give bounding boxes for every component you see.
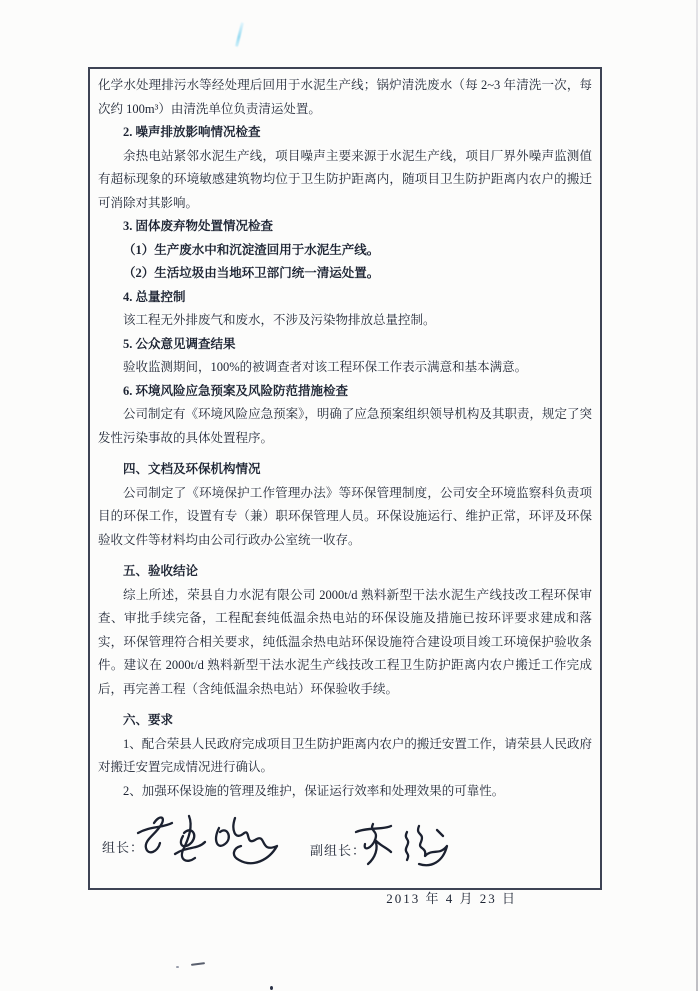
heading-total-amount-control: 4. 总量控制 (123, 289, 186, 304)
document-date: 2013 年 4 月 23 日 (386, 891, 517, 906)
paragraph-requirement-2: 2、加强环保设施的管理及维护，保证运行效率和处理效果的可靠性。 (123, 783, 505, 798)
pencil-speck-mark (176, 966, 179, 968)
paragraph-public-opinion: 验收监测期间，100%的被调查者对该工程环保工作表示满意和基本满意。 (123, 360, 528, 374)
document-content-frame (88, 67, 602, 906)
deputy-group-leader-signature (344, 817, 456, 873)
pencil-dash-mark (191, 962, 205, 966)
paragraph-noise-impact: 余热电站紧邻水泥生产线，项目噪声主要来源于水泥生产线，项目厂界外噪声监测值有超标现象的环境敏感建筑物均位于卫生防护距离内，随项目卫生防护距离内农户的搬迁可消除对其影响。 (98, 148, 592, 210)
blue-pen-slash-mark (235, 22, 244, 47)
deputy-group-leader-label: 副组长： (310, 843, 367, 858)
section-heading-documents-epa-org: 四、文档及环保机构情况 (123, 462, 261, 476)
heading-noise-impact-check: 2. 噪声排放影响情况检查 (123, 125, 261, 139)
item-production-wastewater: （1）生产废水中和沉淀渣回用于水泥生产线。 (123, 242, 380, 257)
group-leader-signature (130, 809, 282, 877)
item-domestic-garbage: （2）生活垃圾由当地环卫部门统一清运处置。 (123, 266, 380, 280)
paragraph-total-amount-control: 该工程无外排废气和废水，不涉及污染物排放总量控制。 (123, 313, 436, 327)
paragraph-acceptance-conclusion: 综上所述，荣县自力水泥有限公司 2000t/d 熟料新型干法水泥生产线技改工程环保审查、审批手续完备，工程配套纯低温余热电站的环保设施及措施已按环评要求建成和落实，环保管理符合相关要求，纯低温余热电站环保设施符合建设项目竣工环境保护验收条件。建议在 2000t/d 熟料新型干法水泥生产线技改工程卫生防护距离内农户搬迁工作完成后，再完善工程（含纯低温余热电站）环保验收手续。 (98, 587, 592, 696)
section-heading-requirements: 六、要求 (123, 713, 174, 727)
paragraph-documents-epa-org: 公司制定了《环境保护工作管理办法》等环保管理制度，公司安全环境监察科负责项目的环保工作，设置有专（兼）职环保管理人员。环保设施运行、维护正常，环评及环保验收文件等材料均由公司行政办公室统一收存。 (98, 485, 592, 547)
heading-solid-waste-check: 3. 固体废弃物处置情况检查 (123, 219, 274, 233)
paragraph-emergency-plan: 公司制定有《环境风险应急预案》，明确了应急预案组织领导机构及其职责，规定了突发性污染事故的具体处置程序。 (98, 407, 592, 445)
group-leader-label: 组长： (102, 840, 145, 855)
signature-area (98, 817, 592, 891)
heading-emergency-plan-check: 6. 环境风险应急预案及风险防范措施检查 (123, 383, 349, 398)
document-body (98, 74, 592, 803)
paragraph-requirement-1: 1、配合荣县人民政府完成项目卫生防护距离内农户的搬迁安置工作，请荣县人民政府对搬迁安置完成情况进行确认。 (98, 736, 592, 774)
heading-public-opinion-survey: 5. 公众意见调查结果 (123, 336, 236, 351)
scan-edge-shadow (696, 0, 698, 991)
ink-dot-mark (270, 986, 273, 990)
section-heading-acceptance-conclusion: 五、验收结论 (123, 564, 199, 578)
paragraph-wastewater-reuse: 化学水处理排污水等经处理后回用于水泥生产线；锅炉清洗废水（每 2~3 年清洗一次，每次约 100m³）由清洗单位负责清运处置。 (98, 78, 592, 116)
